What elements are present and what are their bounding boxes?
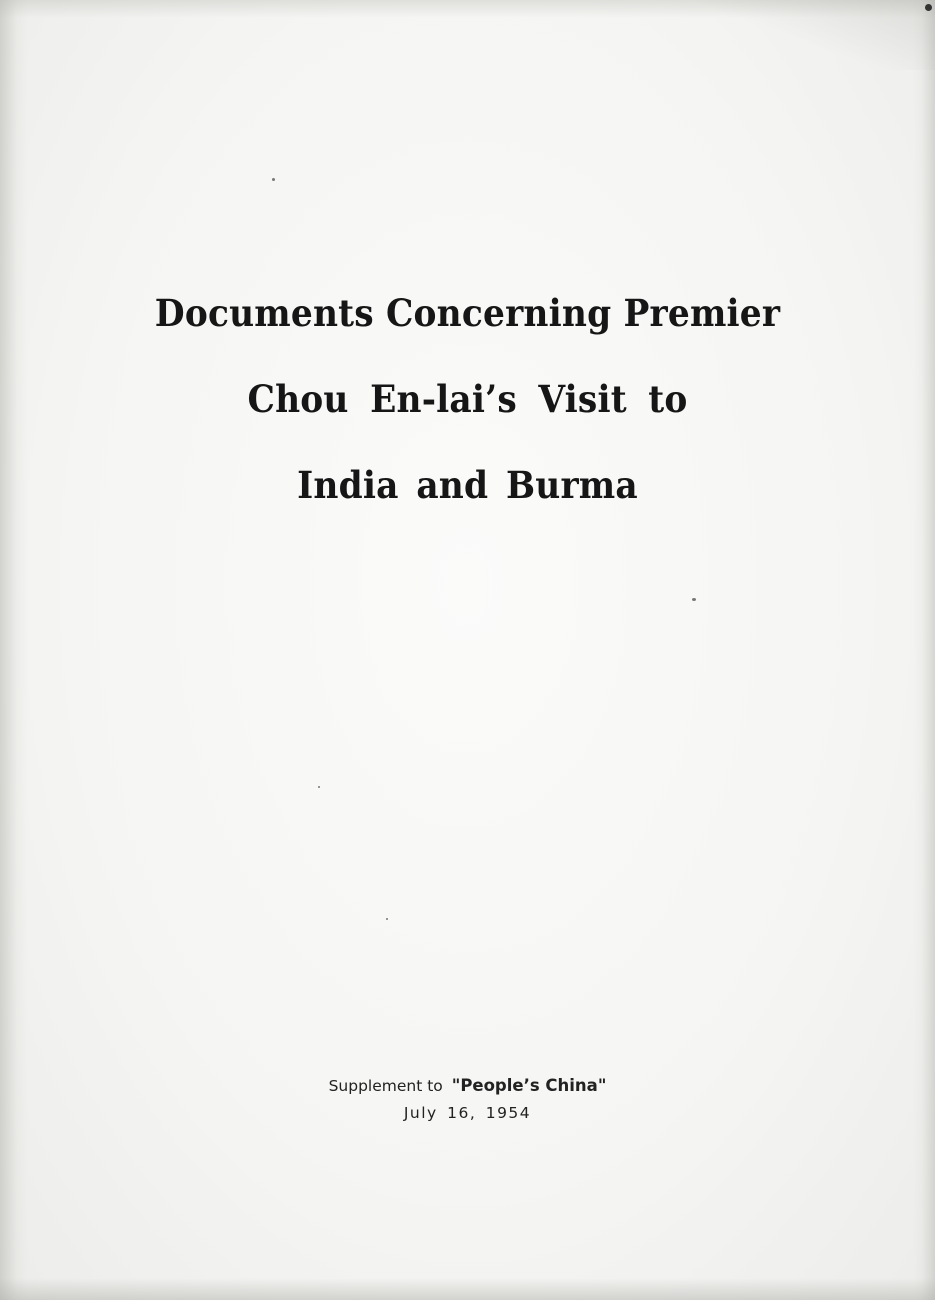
supplement-line (0, 1075, 935, 1097)
title-line-3: India and Burma (297, 463, 638, 507)
paper-edge-bottom (0, 1278, 935, 1300)
paper-speck (318, 786, 320, 788)
paper-speck (925, 4, 932, 11)
document-title (0, 288, 935, 546)
title-line-1: Documents Concerning Premier (154, 291, 781, 335)
supplement-source: "People’s China" (451, 1076, 607, 1095)
publication-info (0, 1075, 935, 1125)
paper-speck (692, 598, 696, 601)
publication-date: July 16, 1954 (403, 1104, 532, 1122)
paper-crease (675, 0, 935, 70)
paper-speck (272, 178, 275, 181)
title-line-2: Chou En-lai’s Visit to (247, 377, 688, 421)
paper-speck (386, 918, 388, 920)
supplement-prefix: Supplement to (328, 1077, 443, 1095)
